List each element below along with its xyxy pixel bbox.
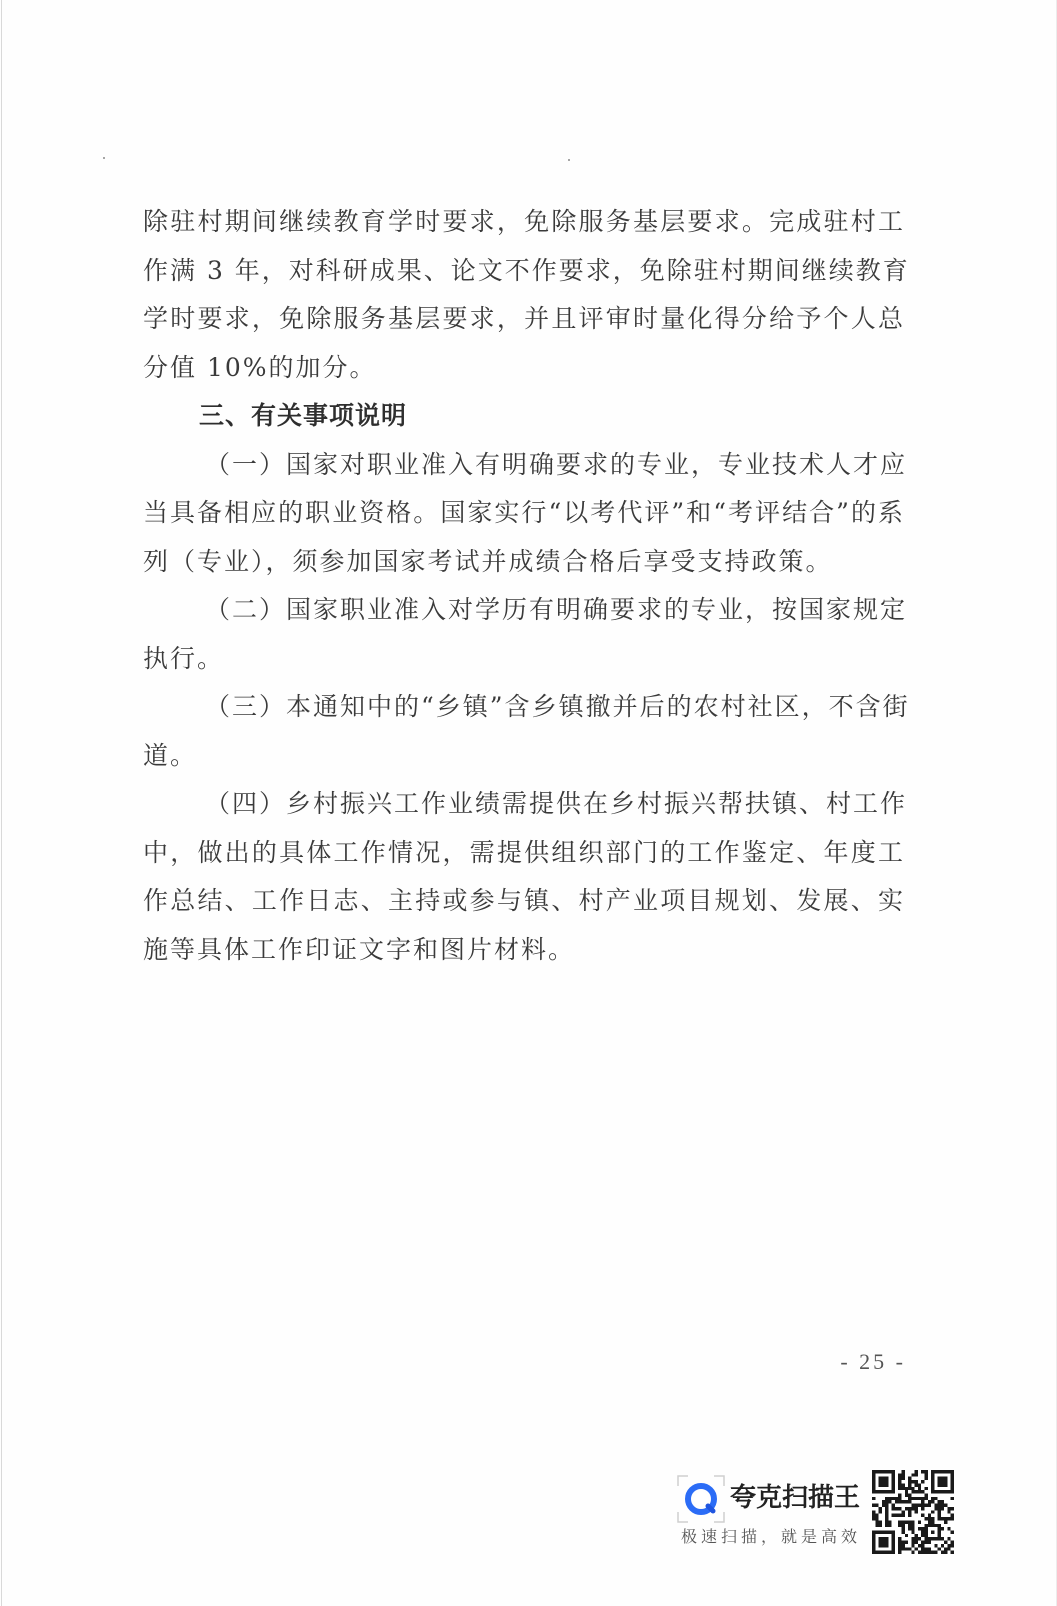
text-line: （四）乡村振兴工作业绩需提供在乡村振兴帮扶镇、村工作	[205, 789, 908, 818]
text-line: 学时要求，免除服务基层要求，并且评审时量化得分给予个人总	[143, 304, 905, 333]
text-line: 中，做出的具体工作情况，需提供组织部门的工作鉴定、年度工	[143, 837, 905, 867]
text-line: 道。	[143, 740, 198, 770]
text-line: 除驻村期间继续教育学时要求，免除服务基层要求。完成驻村工	[143, 207, 905, 236]
text-line: 列（专业），须参加国家考试并成绩合格后享受支持政策。	[143, 546, 833, 576]
text-line: 分值 10%的加分。	[143, 352, 377, 382]
section-heading: 三、有关事项说明	[199, 401, 408, 430]
text-line: （二）国家职业准入对学历有明确要求的专业，按国家规定	[205, 595, 908, 624]
document-body	[143, 198, 910, 974]
text-line: （三）本通知中的“乡镇”含乡镇撤并后的农村社区，不含街	[205, 692, 910, 721]
text-line: 作满 3 年，对科研成果、论文不作要求，免除驻村期间继续教育	[143, 255, 910, 285]
qr-code-icon	[872, 1470, 954, 1554]
scan-edge	[1, 0, 2, 1606]
text-line: 执行。	[143, 643, 225, 673]
text-line: 作总结、工作日志、主持或参与镇、村产业项目规划、发展、实	[143, 886, 905, 915]
page-number: - 25 -	[840, 1349, 906, 1374]
text-line: 施等具体工作印证文字和图片材料。	[143, 934, 576, 964]
watermark-slogan: 极速扫描，就是高效	[681, 1527, 862, 1546]
quark-logo-icon	[676, 1474, 726, 1524]
text-line: （一）国家对职业准入有明确要求的专业，专业技术人才应	[205, 449, 908, 479]
watermark-brand: 夸克扫描王	[730, 1483, 861, 1513]
scan-speck	[103, 157, 105, 159]
scan-speck	[568, 159, 570, 161]
text-line: 当具备相应的职业资格。国家实行“以考代评”和“考评结合”的系	[143, 498, 905, 527]
